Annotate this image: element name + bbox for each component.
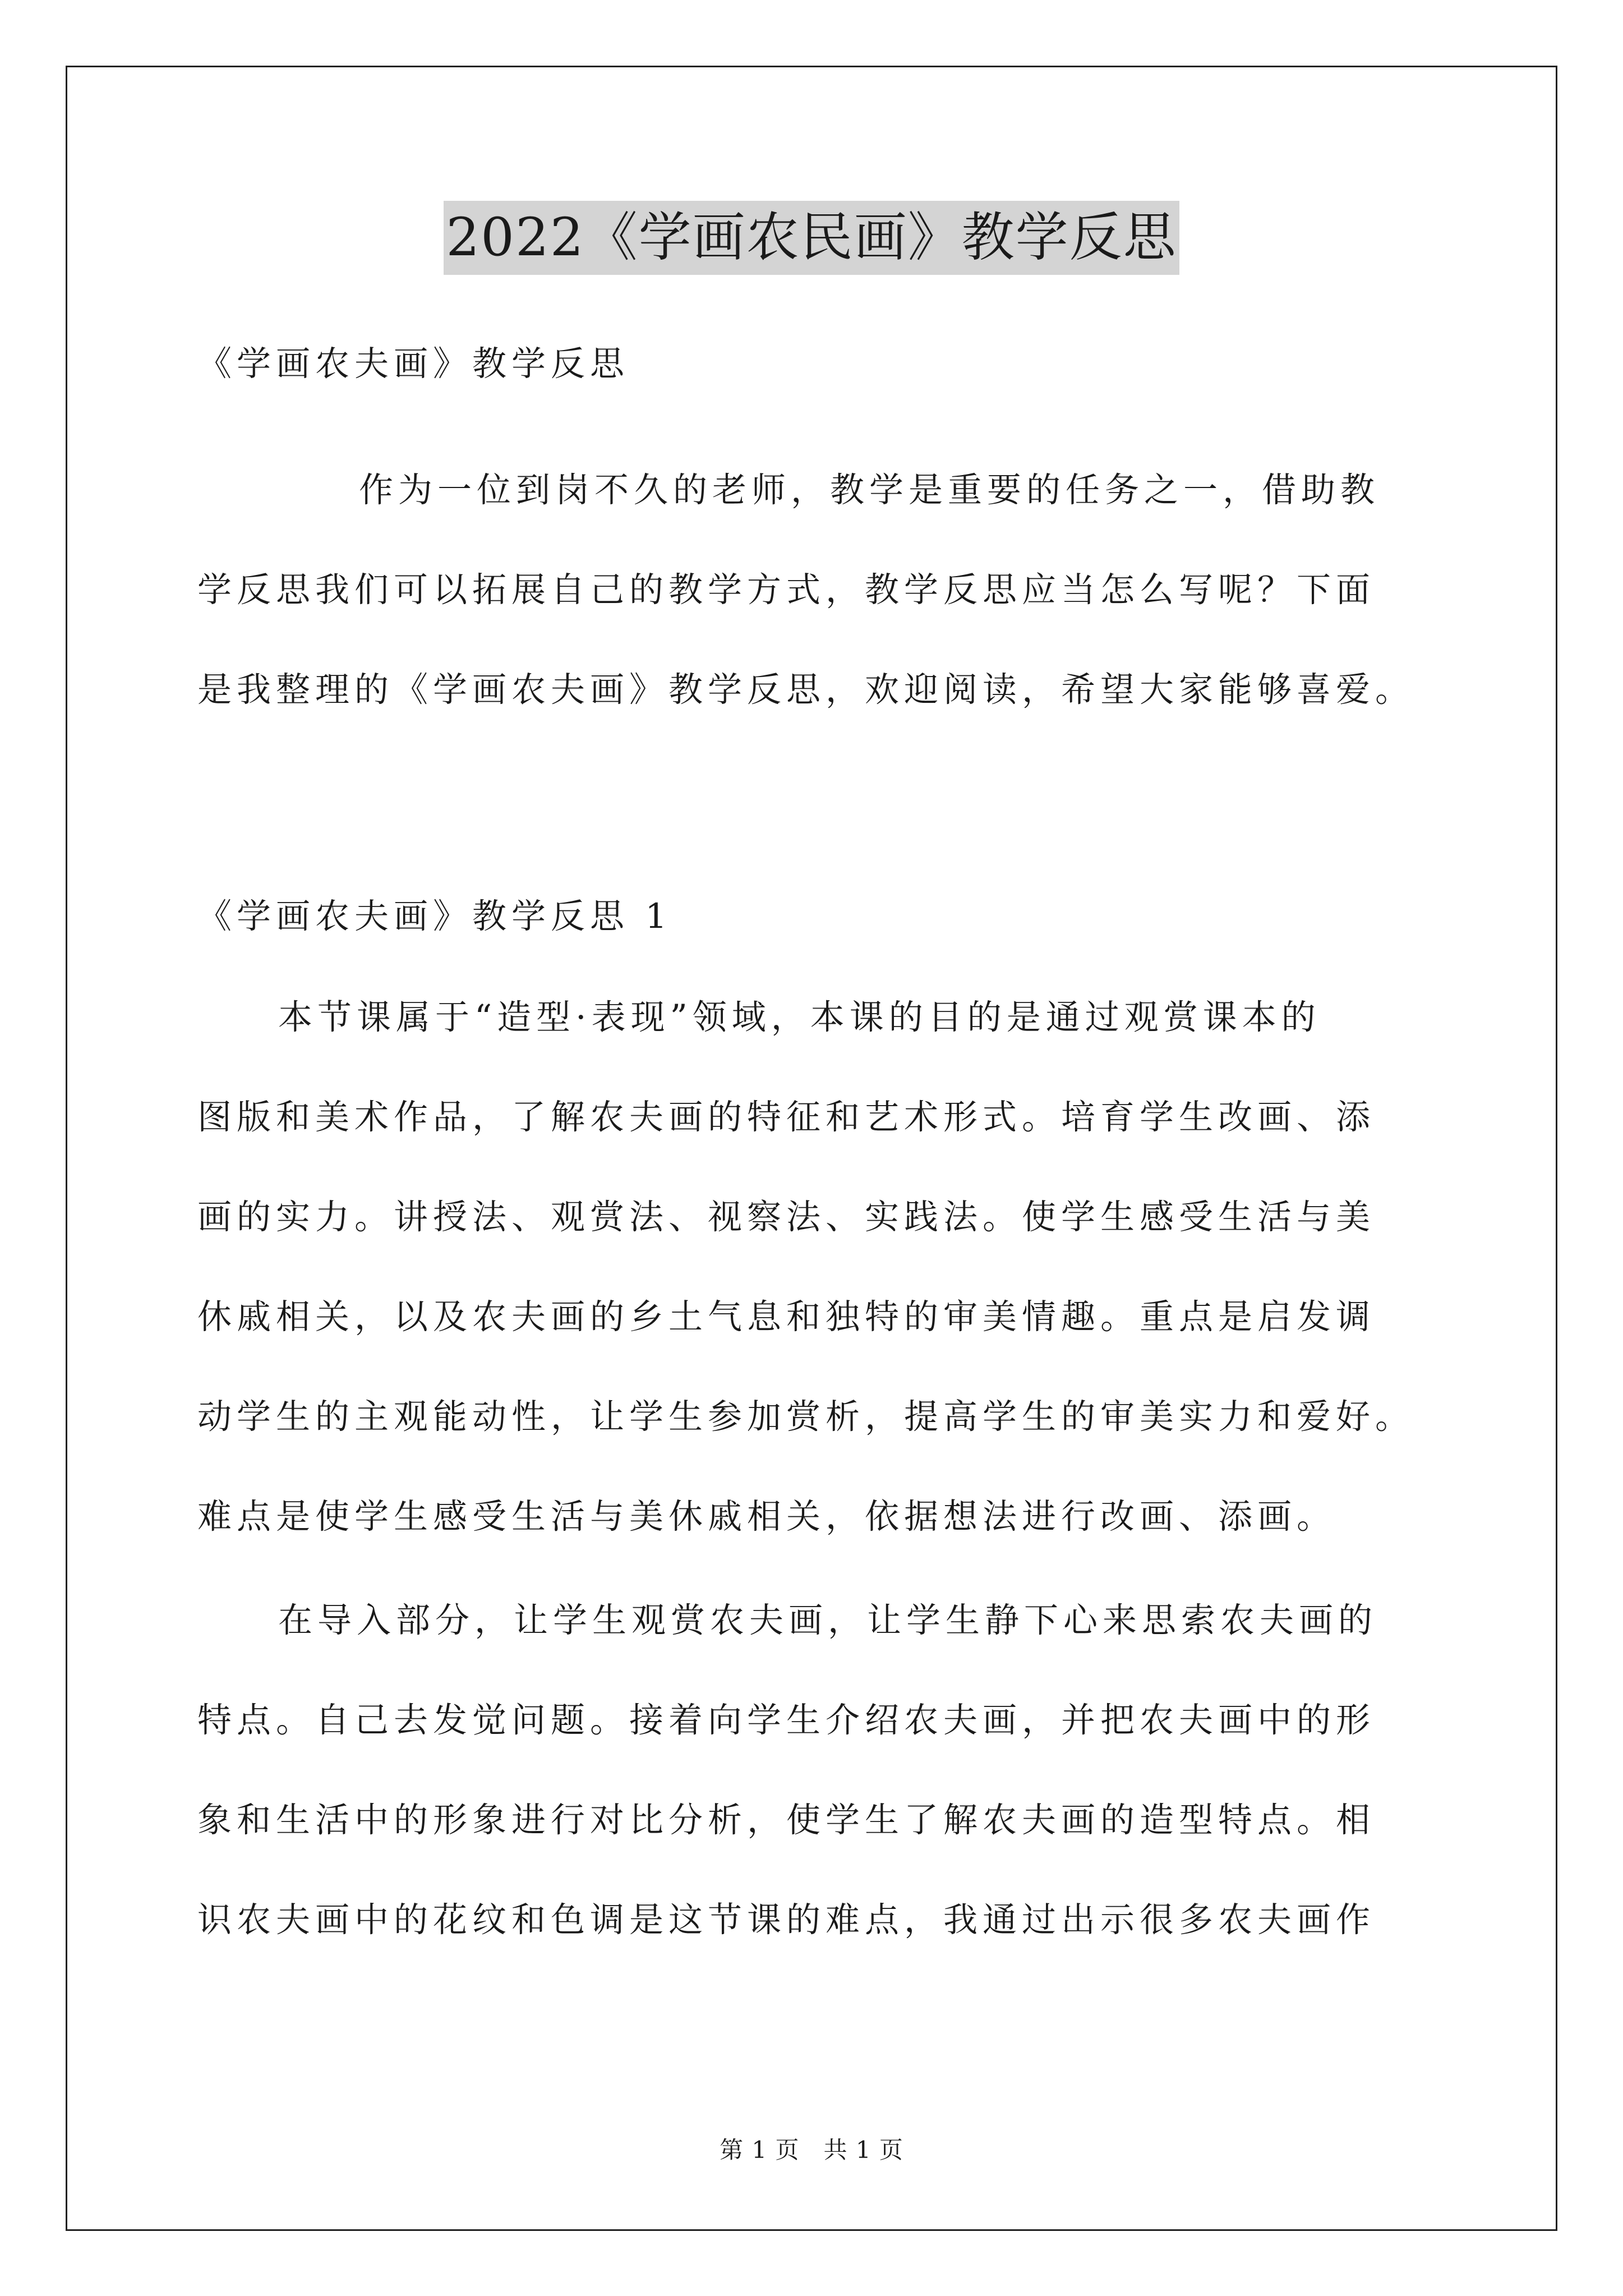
document-title-block — [0, 201, 1623, 275]
subtitle: 《学画农夫画》教学反思 — [197, 344, 630, 384]
paragraph-line: 难点是使学生感受生活与美休戚相关，依据想法进行改画、添画。 — [197, 1497, 1336, 1536]
paragraph-2 — [197, 1571, 1431, 1970]
paragraph-line: 动学生的主观能动性，让学生参加赏析，提高学生的审美实力和爱好。 — [197, 1397, 1415, 1437]
page-footer: 第 1 页 共 1 页 — [720, 2136, 903, 2164]
paragraph-line: 象和生活中的形象进行对比分析，使学生了解农夫画的造型特点。相 — [197, 1800, 1376, 1840]
paragraph-line: 图版和美术作品，了解农夫画的特征和艺术形式。培育学生改画、添 — [197, 1097, 1376, 1137]
subtitle-block — [197, 314, 1431, 414]
intro-line: 作为一位到岗不久的老师，教学是重要的任务之一，借助教 — [359, 470, 1380, 510]
paragraph-line: 在导入部分，让学生观赏农夫画，让学生静下心来思索农夫画的 — [278, 1600, 1378, 1640]
paragraph-line: 画的实力。讲授法、观赏法、视察法、实践法。使学生感受生活与美 — [197, 1197, 1376, 1237]
paragraph-line: 休戚相关，以及农夫画的乡土气息和独特的审美情趣。重点是启发调 — [197, 1297, 1376, 1337]
intro-line: 学反思我们可以拓展自己的教学方式，教学反思应当怎么写呢？下面 — [197, 570, 1376, 610]
section-heading: 《学画农夫画》教学反思 1 — [197, 896, 672, 936]
intro-paragraph — [197, 440, 1431, 740]
document-title: 2022《学画农民画》教学反思 — [444, 201, 1179, 275]
paragraph-line: 识农夫画中的花纹和色调是这节课的难点，我通过出示很多农夫画作 — [197, 1900, 1376, 1940]
paragraph-1 — [197, 968, 1431, 1567]
paragraph-line: 本节课属于“造型·表现”领域，本课的目的是通过观赏课本的 — [278, 997, 1321, 1037]
intro-line: 是我整理的《学画农夫画》教学反思，欢迎阅读，希望大家能够喜爱。 — [197, 670, 1415, 710]
paragraph-line: 特点。自己去发觉问题。接着向学生介绍农夫画，并把农夫画中的形 — [197, 1700, 1376, 1740]
section-heading-block — [197, 867, 1431, 967]
